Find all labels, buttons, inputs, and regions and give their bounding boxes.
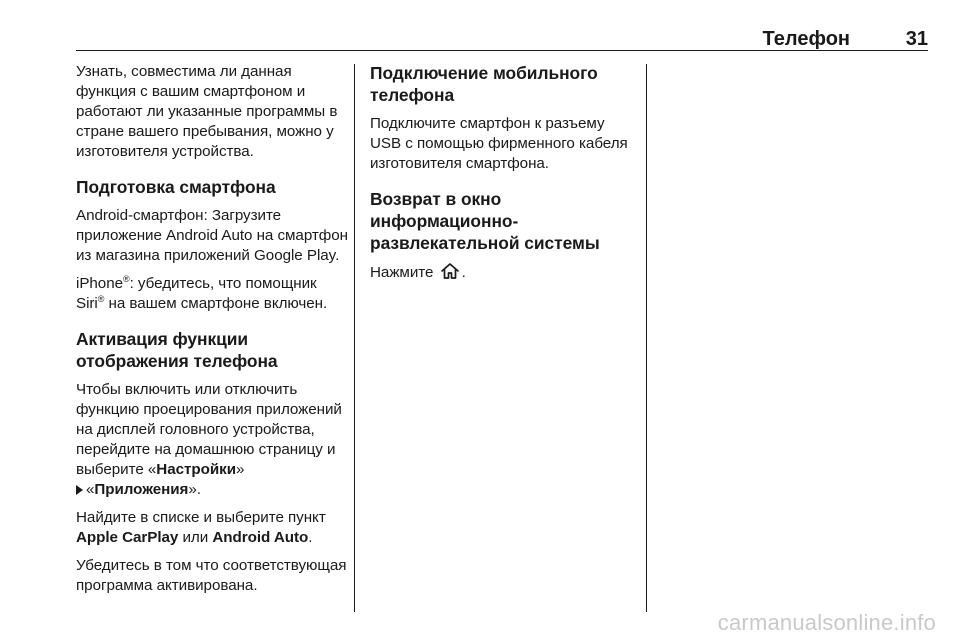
intro-paragraph: Узнать, совместима ли данная функция с вашим смартфоном и работают ли указанные программы в стране вашего пребывания, можно у изготовителя устройства. — [76, 63, 338, 160]
carplay-label: Apple CarPlay — [76, 529, 179, 546]
siri-word: Siri — [76, 295, 98, 312]
page-header — [76, 26, 928, 50]
press-paragraph — [370, 262, 638, 286]
ensure-paragraph: Убедитесь в том что соответствующая программа активирована. — [76, 557, 347, 594]
registered-mark: ® — [123, 273, 130, 284]
android-auto-label: Android Auto — [212, 529, 309, 546]
right-column — [370, 62, 638, 294]
connect-paragraph: Подключите смартфон к разъему USB с помощью фирменного кабеля изготовителя смартфона. — [370, 115, 628, 172]
find-text: Найдите в списке и выберите пункт — [76, 509, 326, 526]
activation-heading: Активация функции отображения телефона — [76, 329, 278, 371]
settings-label: Настройки — [156, 461, 236, 478]
or-text: или — [178, 529, 213, 546]
registered-mark-siri: ® — [97, 293, 105, 304]
page-title: Телефон — [762, 28, 850, 50]
find-paragraph — [76, 508, 348, 548]
column-divider-right — [646, 64, 647, 612]
iphone-paragraph — [76, 274, 348, 314]
prep-heading: Подготовка смартфона — [76, 177, 276, 197]
activation-paragraph — [76, 380, 348, 500]
left-column — [76, 62, 348, 604]
press-text: Нажмите — [370, 264, 438, 281]
column-divider-left — [354, 64, 355, 612]
return-heading: Возврат в окно информационно-развлекательной системы — [370, 189, 600, 253]
iphone-word: iPhone — [76, 275, 123, 292]
arrow-icon — [76, 485, 83, 495]
quote-close-period: ». — [188, 481, 201, 498]
period: . — [308, 529, 313, 546]
watermark[interactable]: carmanualsonline.info — [717, 610, 936, 635]
page-number: 31 — [905, 28, 928, 50]
home-icon — [440, 262, 460, 286]
siri-text: на вашем смартфоне включен. — [104, 295, 328, 312]
quote-close: » — [235, 461, 245, 478]
quote-open: « — [86, 481, 95, 498]
header-rule — [76, 50, 928, 51]
apps-label: Приложения — [94, 481, 189, 498]
activation-text: Чтобы включить или отключить функцию проецирования приложений на дисплей головного устройства, перейдите на домашнюю страницу и выберите « — [76, 381, 342, 478]
iphone-text: : убедитесь, что помощник — [129, 275, 317, 292]
android-paragraph: Android-смартфон: Загрузите приложение Android Auto на смартфон из магазина приложений Google Play. — [76, 207, 348, 264]
connect-heading: Подключение мобильного телефона — [370, 63, 598, 105]
press-period: . — [461, 264, 466, 281]
